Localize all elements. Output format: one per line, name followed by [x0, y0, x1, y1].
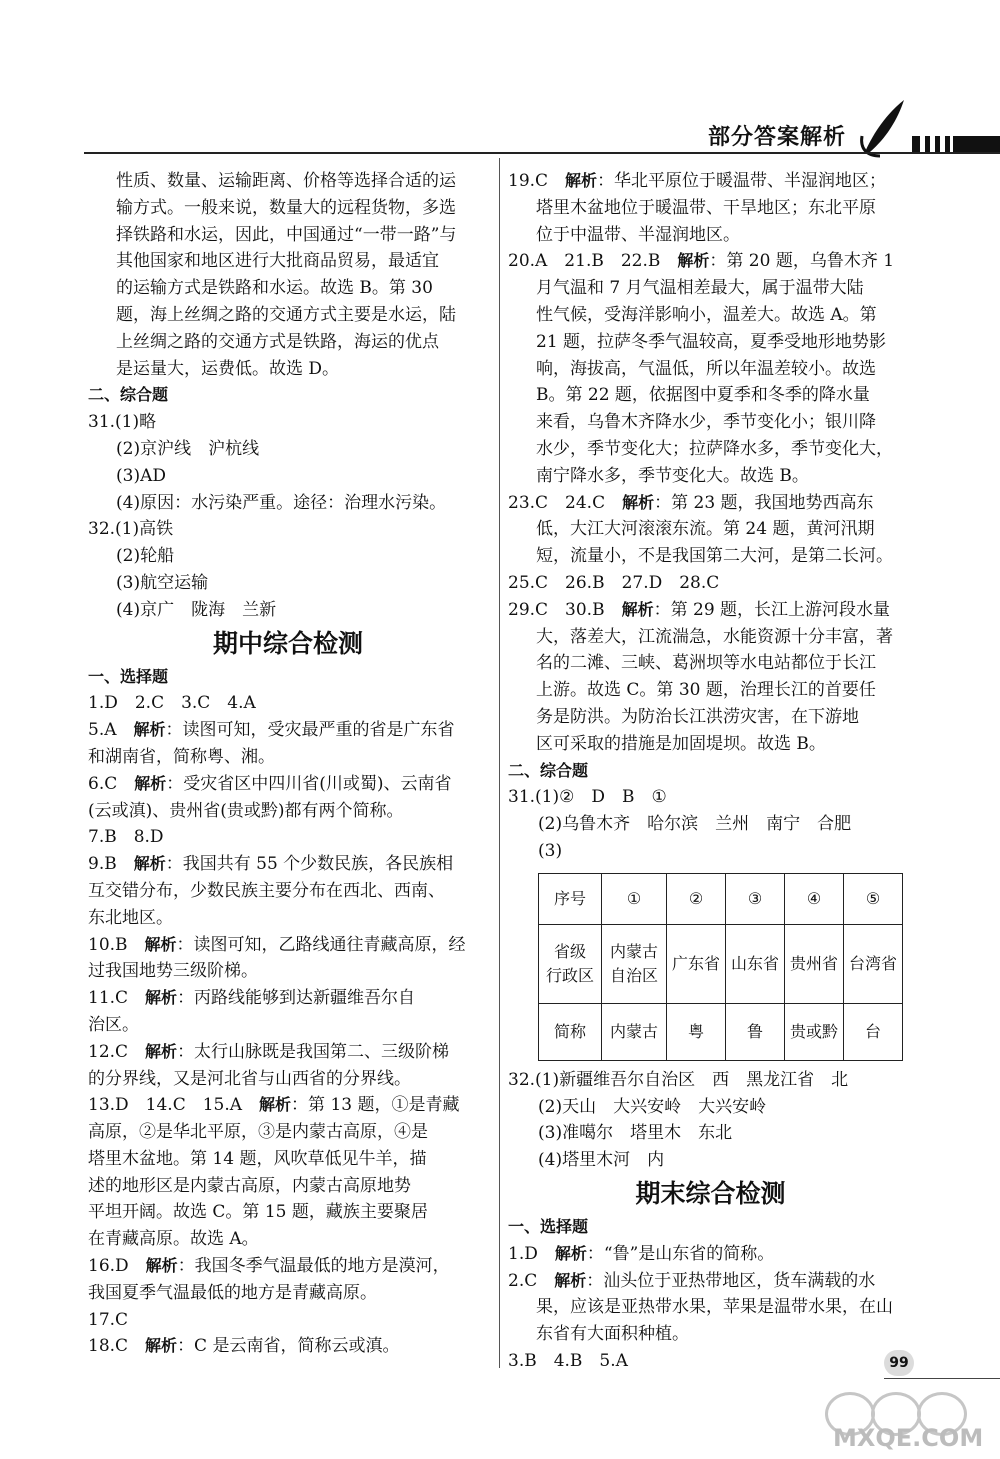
answer-5: 5.A 解析：读图可知，受灾最严重的省是广东省	[88, 720, 455, 741]
answer-6: 6.C 解析：受灾省区中四川省(川或蜀)、云南省	[88, 773, 452, 794]
text-line: 低，大江大河滚滚东流。第 24 题，黄河汛期	[536, 519, 875, 540]
table-cell: ③	[726, 873, 785, 924]
analysis-label: 解析	[621, 599, 654, 619]
answer-10: 10.B 解析：读图可知，乙路线通往青藏高原，经	[88, 934, 466, 955]
analysis-label: 解析	[554, 1270, 587, 1290]
text-line: 择铁路和水运，因此，中国通过“一带一路”与	[116, 224, 457, 245]
analysis-label: 解析	[145, 1256, 178, 1276]
answer-32-4: (4)京广 陇海 兰新	[116, 599, 277, 620]
table-cell: 广东省	[667, 924, 726, 1003]
text-line: 和湖南省，简称粤、湘。	[88, 746, 275, 767]
text-line: 响，海拔高，气温低，所以年温差较小。故选	[536, 358, 876, 379]
text-line: 其他国家和地区进行大批商品贸易，最适宜	[116, 251, 439, 272]
answer-19: 19.C 解析：华北平原位于暖温带、半湿润地区；	[508, 171, 887, 191]
left-column	[88, 168, 488, 1360]
table-cell: ⑤	[844, 873, 903, 924]
text-line: 述的地形区是内蒙古高原，内蒙古高原地势	[88, 1175, 411, 1196]
answer-31-1: 31.(1)② D B ①	[508, 787, 667, 808]
analysis-label: 解析	[554, 1243, 587, 1263]
table-cell: ④	[785, 873, 844, 924]
text-line: 区可采取的措施是加固堤坝。故选 B。	[536, 733, 826, 754]
section-heading: 二、综合题	[88, 385, 169, 405]
text-line: 务是防洪。为防治长江洪涝灾害，在下游地	[536, 706, 859, 727]
watermark-logo	[815, 1390, 985, 1452]
answer-18: 18.C 解析：C 是云南省，简称云或滇。	[88, 1336, 400, 1357]
answer-23-24: 23.C 24.C 解析：第 23 题，我国地势西高东	[508, 492, 874, 513]
answer-17: 17.C	[88, 1309, 129, 1330]
text-line: 互交错分布，少数民族主要分布在西北、西南、	[88, 880, 445, 901]
text-line: 塔里木盆地。第 14 题，风吹草低见牛羊，描	[88, 1148, 427, 1169]
text-line: 东北地区。	[88, 907, 173, 928]
text-line: 位于中温带、半湿润地区。	[536, 224, 740, 245]
table-cell: 内蒙古 自治区	[602, 924, 667, 1003]
header-title: 部分答案解析	[708, 125, 847, 150]
answer-32-3: (3)航空运输	[116, 572, 209, 593]
answer-32-4: (4)塔里木河 内	[538, 1150, 665, 1171]
text-line: 来看，乌鲁木齐降水少，季节变化小；银川降	[536, 412, 876, 433]
table-cell: 粤	[667, 1003, 726, 1060]
text-line: 是运量大，运费低。故选 D。	[116, 358, 340, 379]
text-line: 上游。故选 C。第 30 题，治理长江的首要任	[536, 680, 876, 701]
table-cell: 省级 行政区	[539, 924, 602, 1003]
answer-31-2: (2)京沪线 沪杭线	[116, 438, 260, 459]
header-rule	[84, 152, 1000, 154]
table-cell: ②	[667, 873, 726, 924]
answer-31-3: (3)	[538, 840, 563, 861]
table-cell: 贵州省	[785, 924, 844, 1003]
answer-32-1: 32.(1)高铁	[88, 519, 174, 540]
midterm-heading: 期中综合检测	[212, 628, 363, 658]
answer-table	[538, 873, 903, 1061]
text-line: B。第 22 题，依据图中夏季和冬季的降水量	[536, 385, 870, 406]
analysis-label: 解析	[133, 854, 166, 874]
analysis-label: 解析	[259, 1095, 292, 1115]
answer-3-5: 3.B 4.B 5.A	[508, 1350, 628, 1371]
text-line: 21 题，拉萨冬季气温较高，夏季受地形地势影	[536, 331, 887, 352]
table-cell: 序号	[539, 873, 602, 924]
section-heading: 二、综合题	[508, 760, 589, 780]
text-line: 性气候，受海洋影响小，温差大。故选 A。第	[536, 304, 877, 325]
text-line: 月气温和 7 月气温相差最大，属于温带大陆	[536, 278, 864, 299]
quill-pen-icon	[858, 96, 910, 160]
text-line: 我国夏季气温最低的地方是青藏高原。	[88, 1282, 377, 1303]
answer-31-2: (2)乌鲁木齐 哈尔滨 兰州 南宁 合肥	[538, 814, 852, 835]
answer-31-1: 31.(1)略	[88, 412, 157, 433]
answer-32-3: (3)准噶尔 塔里木 东北	[538, 1123, 733, 1144]
analysis-label: 解析	[134, 773, 167, 793]
table-cell: 山东省	[726, 924, 785, 1003]
right-column	[508, 168, 913, 1375]
text-line: 名的二滩、三峡、葛洲坝等水电站都位于长江	[536, 653, 876, 674]
table-cell: ①	[602, 873, 667, 924]
text-line: 的运输方式是铁路和水运。故选 B。第 30	[116, 278, 433, 299]
answer-2: 2.C 解析：汕头位于亚热带地区，货车满载的水	[508, 1270, 876, 1291]
table-cell: 鲁	[726, 1003, 785, 1060]
answer-13-15: 13.D 14.C 15.A 解析：第 13 题，①是青藏	[88, 1095, 460, 1116]
answer-31-3: (3)AD	[116, 465, 166, 486]
text-line: 平坦开阔。故选 C。第 15 题，藏族主要聚居	[88, 1202, 428, 1223]
table-cell: 简称	[539, 1003, 602, 1060]
analysis-label: 解析	[677, 251, 710, 271]
text-line: 东省有大面积种植。	[536, 1324, 689, 1345]
text-line: 大，落差大，江流湍急，水能资源十分丰富，著	[536, 626, 893, 647]
analysis-label: 解析	[622, 492, 655, 512]
answer-12: 12.C 解析：太行山脉既是我国第二、三级阶梯	[88, 1041, 450, 1062]
analysis-label: 解析	[145, 1336, 178, 1356]
column-divider	[499, 158, 500, 1368]
watermark-text: MXQE.COM	[833, 1424, 984, 1452]
text-line: 过我国地势三级阶梯。	[88, 961, 258, 982]
text-line: 在青藏高原。故选 A。	[88, 1229, 259, 1250]
text-line: 上丝绸之路的交通方式是铁路，海运的优点	[116, 331, 439, 352]
answer-1: 1.D 解析：“鲁”是山东省的简称。	[508, 1243, 775, 1264]
analysis-label: 解析	[565, 171, 598, 190]
answer-31-4: (4)原因：水污染严重。途径：治理水污染。	[116, 492, 447, 513]
answer-25-28: 25.C 26.B 27.D 28.C	[508, 572, 720, 593]
answer-32-1: 32.(1)新疆维吾尔自治区 西 黑龙江省 北	[508, 1069, 849, 1090]
text-line: 塔里木盆地位于暖温带、干旱地区；东北平原	[536, 197, 876, 218]
section-heading: 一、选择题	[88, 666, 169, 686]
answer-29-30: 29.C 30.B 解析：第 29 题，长江上游河段水量	[508, 599, 891, 620]
answer-32-2: (2)轮船	[116, 546, 175, 567]
text-line: 高原，②是华北平原，③是内蒙古高原，④是	[88, 1122, 428, 1143]
answer-11: 11.C 解析：丙路线能够到达新疆维吾尔自	[88, 988, 416, 1009]
footer-rule	[884, 1378, 1000, 1379]
analysis-label: 解析	[145, 988, 178, 1008]
analysis-label: 解析	[145, 1041, 178, 1061]
text-line: 水少，季节变化大；拉萨降水多，季节变化大，	[536, 438, 893, 459]
text-line: 的分界线，又是河北省与山西省的分界线。	[88, 1068, 411, 1089]
table-cell: 贵或黔	[785, 1003, 844, 1060]
answer-32-2: (2)天山 大兴安岭 大兴安岭	[538, 1096, 767, 1117]
table-row	[539, 924, 903, 1003]
answer-7-8: 7.B 8.D	[88, 827, 164, 848]
section-heading: 一、选择题	[508, 1216, 589, 1236]
table-row	[539, 873, 903, 924]
text-line: 题，海上丝绸之路的交通方式主要是水运，陆	[116, 304, 456, 325]
final-heading: 期末综合检测	[635, 1178, 786, 1208]
table-row	[539, 1003, 903, 1060]
answer-1-4: 1.D 2.C 3.C 4.A	[88, 693, 256, 714]
answer-9: 9.B 解析：我国共有 55 个少数民族，各民族相	[88, 854, 454, 875]
table-cell: 台湾省	[844, 924, 903, 1003]
analysis-label: 解析	[144, 934, 177, 954]
text-line: 南宁降水多，季节变化大。故选 B。	[536, 465, 809, 486]
text-line: 性质、数量、运输距离、价格等选择合适的运	[116, 171, 456, 191]
page-number: 99	[884, 1350, 914, 1376]
analysis-label: 解析	[133, 720, 166, 740]
text-line: 果，应该是亚热带水果，苹果是温带水果，在山	[536, 1297, 893, 1318]
text-line: 治区。	[88, 1014, 139, 1035]
table-cell: 内蒙古	[602, 1003, 667, 1060]
answer-16: 16.D 解析：我国冬季气温最低的地方是漠河，	[88, 1256, 450, 1277]
answer-20-22: 20.A 21.B 22.B 解析：第 20 题，乌鲁木齐 1	[508, 251, 895, 272]
text-line: 输方式。一般来说，数量大的远程货物，多选	[116, 197, 456, 218]
table-cell: 台	[844, 1003, 903, 1060]
text-line: 短，流量小，不是我国第二大河，是第二长河。	[536, 546, 893, 567]
text-line: (云或滇)、贵州省(贵或黔)都有两个简称。	[88, 800, 404, 821]
